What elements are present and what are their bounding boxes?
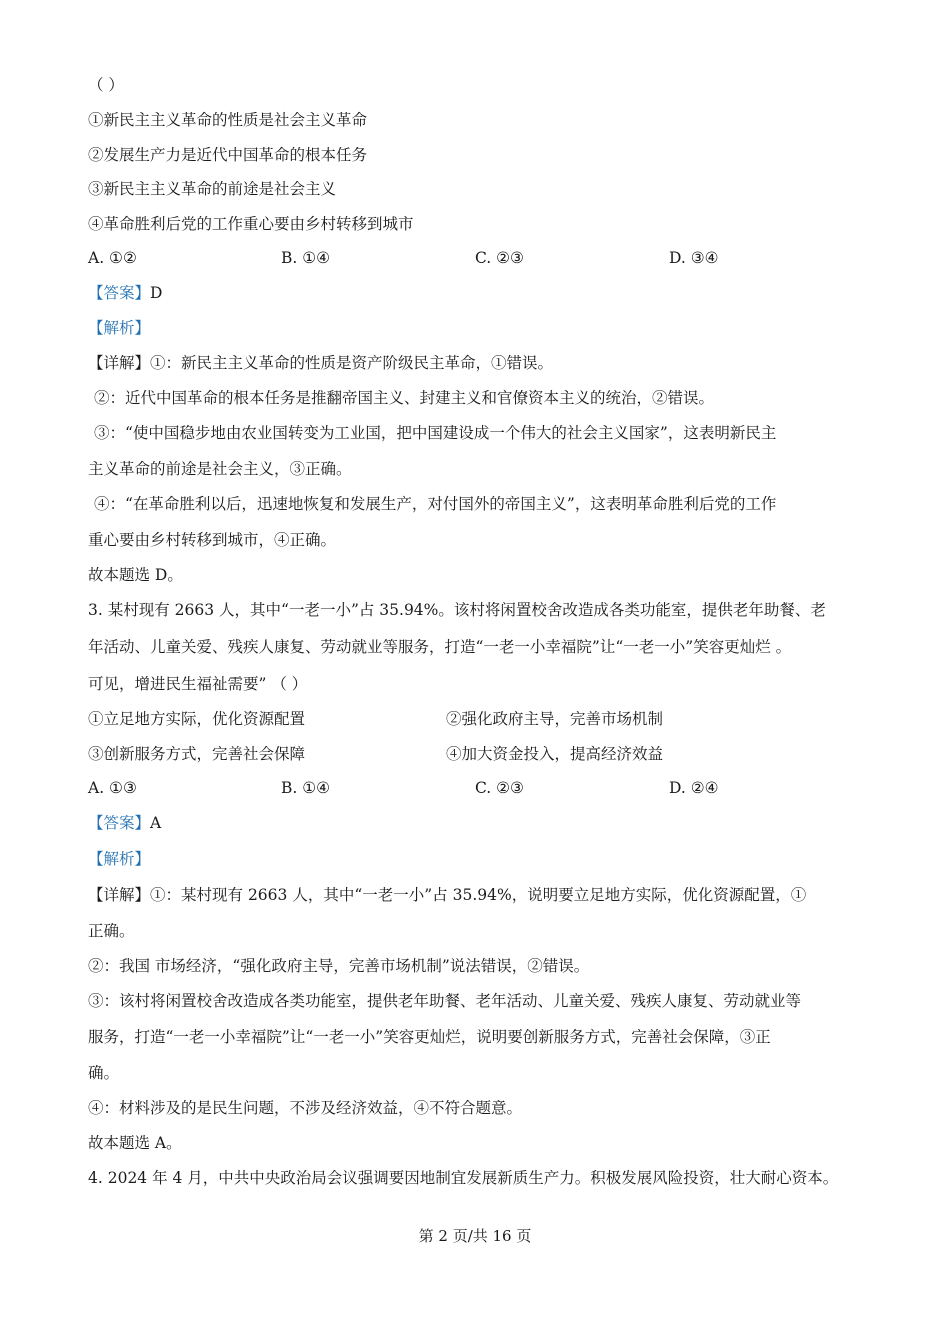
q3-analysis-label: 【解析】 bbox=[88, 850, 151, 868]
q2-answer bbox=[88, 282, 162, 304]
q3-stem-1: 3. 某村现有 2663 人，其中“一老一小”占 35.94%。该村将闲置校舍改造成各类功能室，提供老年助餐、老 bbox=[88, 601, 826, 619]
q2-item-2: ②发展生产力是近代中国革命的根本任务 bbox=[88, 146, 368, 164]
q2-detail-3: ③：“使中国稳步地由农业国转变为工业国，把中国建设成一个伟大的社会主义国家”，这表明新民主 bbox=[94, 424, 777, 442]
q3-answer bbox=[88, 812, 161, 834]
q2-detail-2: ②：近代中国革命的根本任务是推翻帝国主义、封建主义和官僚资本主义的统治，②错误。 bbox=[94, 389, 715, 407]
q2-item-3: ③新民主主义革命的前途是社会主义 bbox=[88, 180, 337, 198]
q2-answer-label: 【答案】 bbox=[88, 284, 151, 302]
q2-option-c: C. ②③ bbox=[475, 249, 524, 267]
q3-detail-2: 正确。 bbox=[88, 922, 135, 940]
q4-stem: 4. 2024 年 4 月，中共中央政治局会议强调要因地制宜发展新质生产力。积极发展风险投资，壮大耐心资本。 bbox=[88, 1169, 839, 1187]
q2-analysis-label: 【解析】 bbox=[88, 319, 151, 337]
q3-detail-1 bbox=[88, 884, 806, 906]
q2-conclusion: 故本题选 D。 bbox=[88, 566, 183, 584]
q2-detail-4: 主义革命的前途是社会主义，③正确。 bbox=[88, 460, 352, 478]
q3-answer-label: 【答案】 bbox=[88, 814, 151, 832]
q3-conclusion: 故本题选 A。 bbox=[88, 1134, 182, 1152]
q2-option-a: A. ①② bbox=[88, 249, 137, 267]
q3-detail-4: ③：该村将闲置校舍改造成各类功能室，提供老年助餐、老年活动、儿童关爱、残疾人康复、劳动就业等 bbox=[88, 992, 802, 1010]
q3-option-b: B. ①④ bbox=[281, 779, 331, 797]
q2-detail-6: 重心要由乡村转移到城市，④正确。 bbox=[88, 531, 337, 549]
q3-option-a: A. ①③ bbox=[88, 779, 137, 797]
q2-item-1: ①新民主主义革命的性质是社会主义革命 bbox=[88, 111, 368, 129]
q2-answer-value: D bbox=[150, 284, 163, 302]
q3-detail-7: ④：材料涉及的是民生问题，不涉及经济效益，④不符合题意。 bbox=[88, 1099, 523, 1117]
q3-detail-3: ②：我国 市场经济，“强化政府主导，完善市场机制”说法错误，②错误。 bbox=[88, 957, 590, 975]
q2-detail-5: ④：“在革命胜利以后，迅速地恢复和发展生产，对付国外的帝国主义”，这表明革命胜利后党的工作 bbox=[94, 495, 777, 513]
q3-answer-value: A bbox=[150, 814, 162, 832]
page-footer: 第 2 页/共 16 页 bbox=[418, 1227, 532, 1245]
q2-detail-text-1: ①：新民主主义革命的性质是资产阶级民主革命，①错误。 bbox=[150, 354, 554, 372]
q3-detail-label: 【详解】 bbox=[88, 886, 151, 904]
q3-detail-6: 确。 bbox=[88, 1064, 120, 1082]
q3-item-1: ①立足地方实际，优化资源配置 bbox=[88, 710, 306, 728]
q3-item-4: ④加大资金投入，提高经济效益 bbox=[446, 745, 664, 763]
q2-item-4: ④革命胜利后党的工作重心要由乡村转移到城市 bbox=[88, 215, 414, 233]
q3-item-3: ③创新服务方式，完善社会保障 bbox=[88, 745, 306, 763]
q2-detail-label: 【详解】 bbox=[88, 354, 151, 372]
q2-option-b: B. ①④ bbox=[281, 249, 331, 267]
q3-option-c: C. ②③ bbox=[475, 779, 524, 797]
q3-option-d: D. ②④ bbox=[669, 779, 719, 797]
q3-detail-text-1: ①：某村现有 2663 人，其中“一老一小”占 35.94%，说明要立足地方实际，优化资源配置，① bbox=[150, 886, 807, 904]
q2-detail-1 bbox=[88, 352, 553, 374]
q3-stem-2: 年活动、儿童关爱、残疾人康复、劳动就业等服务，打造“一老一小幸福院”让“一老一小”笑容更灿烂 。 bbox=[88, 638, 792, 656]
q2-stem-tail: （ ） bbox=[88, 76, 124, 94]
q2-option-d: D. ③④ bbox=[669, 249, 719, 267]
q3-item-2: ②强化政府主导，完善市场机制 bbox=[446, 710, 664, 728]
q3-detail-5: 服务，打造“一老一小幸福院”让“一老一小”笑容更灿烂，说明要创新服务方式，完善社会保障，③正 bbox=[88, 1028, 771, 1046]
q3-stem-3: 可见，增进民生福祉需要” （ ） bbox=[88, 675, 308, 693]
